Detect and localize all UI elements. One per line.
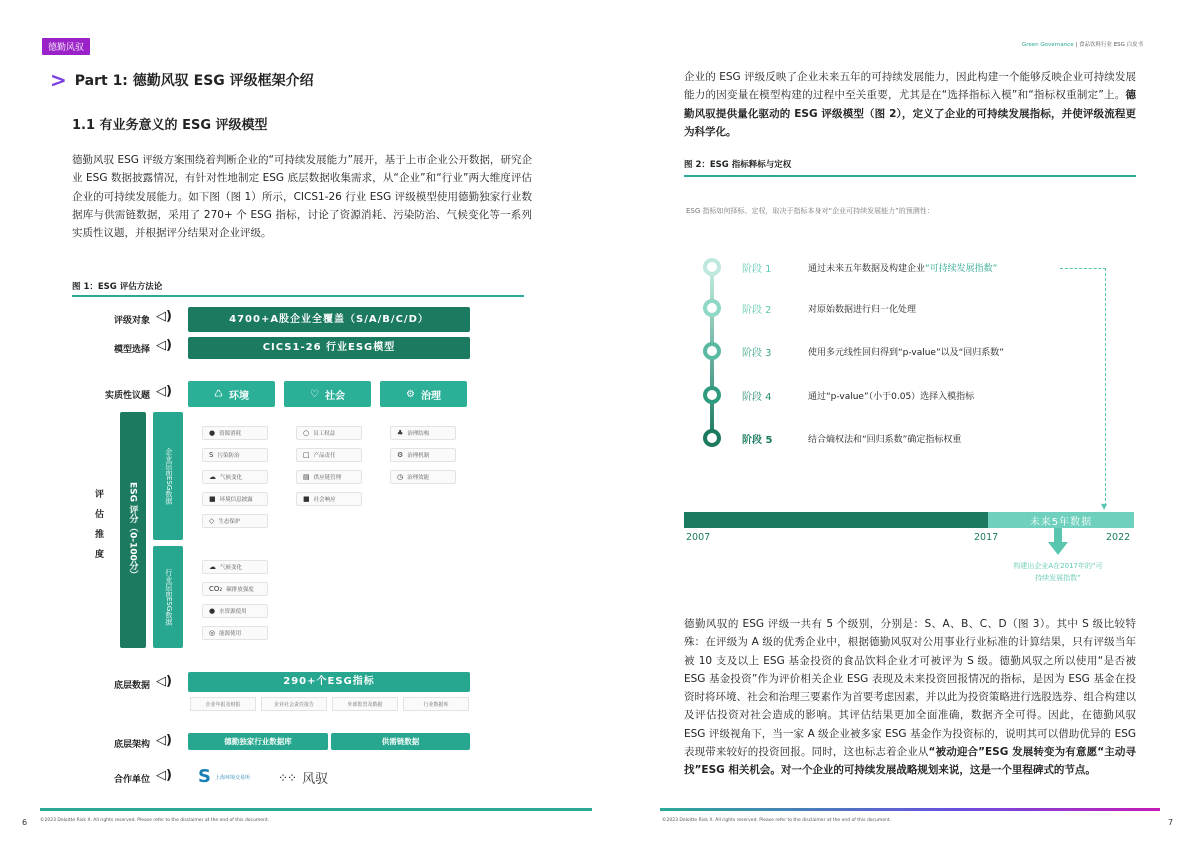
row-label-target: 评级对象 [113,316,150,326]
stage-4-dot [703,386,721,404]
dashed-connector-h [1060,268,1106,269]
speaker-icon: ◁) [156,384,172,399]
data-source: 企业社会责任报告 [261,697,327,711]
figure2-divider [684,175,1136,177]
footer-line [40,808,592,811]
data-source: 行业数据库 [403,697,469,711]
clock-icon: ◷ [397,473,404,481]
running-header: Green Governance | 食品饮料行业 ESG 白皮书 [1022,42,1144,48]
bar-indicators: 290+个ESG指标 [188,672,470,692]
dashed-connector-v [1105,268,1106,506]
timeline-past [684,512,988,528]
timeline-future: 未来5年数据 [988,512,1134,528]
env-item: ☁ 气候变化 [202,470,268,484]
social-item: □ 产品责任 [296,448,362,462]
stage-4-name: 阶段 4 [742,392,772,403]
speaker-icon: ◁) [156,309,172,324]
section-tag: 德勤风驭 [42,38,90,55]
stage-5-name: 阶段 5 [742,435,773,446]
year-start: 2007 [686,532,711,543]
env-item: ◇ 生态保护 [202,514,268,528]
heart-icon: ♡ [310,388,319,400]
env-item: ● 资源消耗 [202,426,268,440]
pillar-environment: ♺ 环境 [188,381,275,407]
figure2-caption: 图 2：ESG 指标释标与定权 [684,160,792,170]
bar-target: 4700+A股企业全覆盖（S/A/B/C/D） [188,307,470,332]
document-icon: ■ [209,495,216,503]
co2-icon: CO₂ [209,585,223,593]
data-source: 企业年报及财报 [190,697,256,711]
gov-item: ♣ 治理结构 [390,426,456,440]
gear-icon: ⚙ [406,388,415,400]
stage-2-dot [703,299,721,317]
stage-1-text: 通过未来五年数据及构建企业“可持续发展指数” [808,264,998,274]
stage-2-name: 阶段 2 [742,305,772,316]
industry-esg-data-bar: 行业层面ESG数据 [153,546,183,648]
arch-database: 德勤独家行业数据库 [188,733,328,750]
footer-copyright-right: ©2023 Deloitte Risk X. All rights reserved. Please refer to the disclaimer at the end of this document. [662,818,892,823]
cloud-icon: ☁ [209,563,216,571]
row-label-partner: 合作单位 [113,775,150,785]
page-number-right: 7 [1168,818,1174,827]
stage-3-name: 阶段 3 [742,348,772,359]
social-item: ■ 社会响应 [296,492,362,506]
stage-3-text: 使用多元线性回归得到“p-value”以及“回归系数” [808,348,1004,358]
stage-2-text: 对原始数据进行归一化处理 [808,305,917,315]
pillar-governance: ⚙ 治理 [380,381,467,407]
env-item: S 污染防治 [202,448,268,462]
page-number: 6 [22,818,28,827]
eval-char-3: 推 [95,530,105,540]
drop-icon: ● [209,429,216,437]
env-item: ■ 环境信息披露 [202,492,268,506]
stage-3-dot [703,342,721,360]
section-title: 1.1 有业务意义的 ESG 评级模型 [72,118,268,133]
year-end: 2022 [1106,532,1131,543]
part-title [50,70,314,90]
org-icon: ♣ [397,429,404,437]
year-mid: 2017 [974,532,999,543]
dots-logo-icon: ⁘⁘ [278,770,297,785]
energy-icon: ◎ [209,629,216,637]
row-label-material: 实质性议题 [104,391,150,401]
industry-item: ◎ 能源使用 [202,626,268,640]
partner-logo-exchange: S 上海环境交易所 [198,766,250,787]
timeline-note: 构建出企业A在2017年的“可持续发展指数” [1013,562,1103,582]
data-source: 外部監管及数据 [332,697,398,711]
esg-score-bar: ESG 评分（0-100分） [120,412,146,648]
chat-icon: ■ [303,495,310,503]
speaker-icon: ◁) [156,338,172,353]
gear-icon: ⚙ [397,451,404,459]
footer-copyright: ©2023 Deloitte Risk X. All rights reserved. Please refer to the disclaimer at the end of this document. [40,818,270,823]
social-item: ○ 员工权益 [296,426,362,440]
chevron-right-icon: > [50,68,67,92]
speaker-icon: ◁) [156,768,172,783]
drop-icon: ● [209,607,216,615]
arrow-down-icon: ▼ [1101,502,1108,511]
industry-item: CO₂ 碳排放强度 [202,582,268,596]
eval-char-2: 估 [95,510,105,520]
right-paragraph-2: 德勤风驭的 ESG 评级一共有 5 个级别，分别是：S、A、B、C、D（图 3）。其中 S 级比较特殊：在评级为 A 级的优秀企业中，根据德勤风驭对公用事业行业标准的计算结果，只有评级当年被 10 支及以上 ESG 基金投资的食品饮料企业才可被评为 S 级。德勤风驭之所以使用“是否被 ESG 基金投资”作为评价相关企业 ESG 表现及未来投资回报情况的指标，是因为 ESG 基金在投资时将环境、社会和治理三要素作为首要考虑因素，并以此为投资策略进行选股选券、组合构建以及评估投资对社会造成的影响。其评估结果更加全面准确，数据齐全可得。因此，在德勤风驭 ESG 评级视角下，当一家 A 级企业被多家 ESG 基金作为投资标的，说明其可以借助优异的 ESG 表现带来较好的投资回报。同时，这也标志着企业从“被动迎合”ESG 发展转变为有意愿“主动寻找”ESG 相关机会。对一个企业的可持续发展战略规划来说，这是一个里程碑式的节点。 [684,618,1137,777]
big-down-arrow-icon [1048,528,1068,556]
bar-model: CICS1-26 行业ESG模型 [188,337,470,359]
figure1-caption: 图 1：ESG 评估方法论 [72,282,163,292]
exchange-logo-icon: S [198,766,211,787]
row-label-model: 模型选择 [113,345,150,355]
stage-1-name: 阶段 1 [742,264,772,275]
stage-4-text: 通过“p-value”（小于0.05）选择入模指标 [808,392,975,402]
right-paragraph-1: 企业的 ESG 评级反映了企业未来五年的可持续发展能力，因此构建一个能够反映企业可持续发展能力的因变量在模型构建的过程中至关重要，尤其是在“选择指标入模”和“指标权重制定”上。德勤风驭提供量化驱动的 ESG 评级模型（图 2），定义了企业的可持续发展指标，并使评级流程更为科学化。 [684,71,1136,138]
part-title-text: Part 1: 德勤风驭 ESG 评级框架介绍 [74,73,314,89]
recycle-icon: ♺ [214,388,223,400]
footer-line-right [660,808,1160,811]
chain-icon: ▤ [303,473,310,481]
stage-1-dot [703,258,721,276]
pollution-icon: S [209,451,214,459]
partner-logo-fengyu: ⁘⁘ 风驭 [278,770,329,787]
eval-char-4: 度 [95,550,105,560]
intro-paragraph: 德勤风驭 ESG 评级方案围绕着判断企业的“可持续发展能力”展开，基于上市企业公开数据，研究企业 ESG 数据披露情况，有针对性地制定 ESG 底层数据收集需求，从“企业”和“行业”两大维度评估企业的可持续发展能力。如下图（图 1）所示，CICS1-26 行业 ESG 评级模型使用德勤独家行业数据库与供需链数据，采用了 270+ 个 ESG 指标，讨论了资源消耗、污染防治、气候变化等一系列实质性议题，并根据评分结果对企业评级。 [72,154,532,240]
speaker-icon: ◁) [156,674,172,689]
arch-supply-chain: 供需链数据 [331,733,470,750]
gov-item: ⚙ 治理机制 [390,448,456,462]
stage-5-dot [703,429,721,447]
social-item: ▤ 供应链管理 [296,470,362,484]
stage-5-text: 结合熵权法和“回归系数”确定指标权重 [808,435,962,445]
eval-char-1: 评 [95,490,105,500]
cloud-icon: ☁ [209,473,216,481]
company-esg-data-bar: 企业层面ESG数据 [153,412,183,540]
figure2-intro: ESG 指标如何择标、定权，取决于指标本身对“企业可持续发展能力”的预测性： [686,207,934,215]
person-icon: ○ [303,429,310,437]
row-label-arch: 底层架构 [113,740,150,750]
figure1-divider [72,295,524,297]
gov-item: ◷ 治理效能 [390,470,456,484]
box-icon: □ [303,451,310,459]
pillar-social: ♡ 社会 [284,381,371,407]
speaker-icon: ◁) [156,733,172,748]
shield-icon: ◇ [209,517,215,525]
row-label-data: 底层数据 [113,681,150,691]
industry-item: ☁ 气候变化 [202,560,268,574]
industry-item: ● 水资源使用 [202,604,268,618]
